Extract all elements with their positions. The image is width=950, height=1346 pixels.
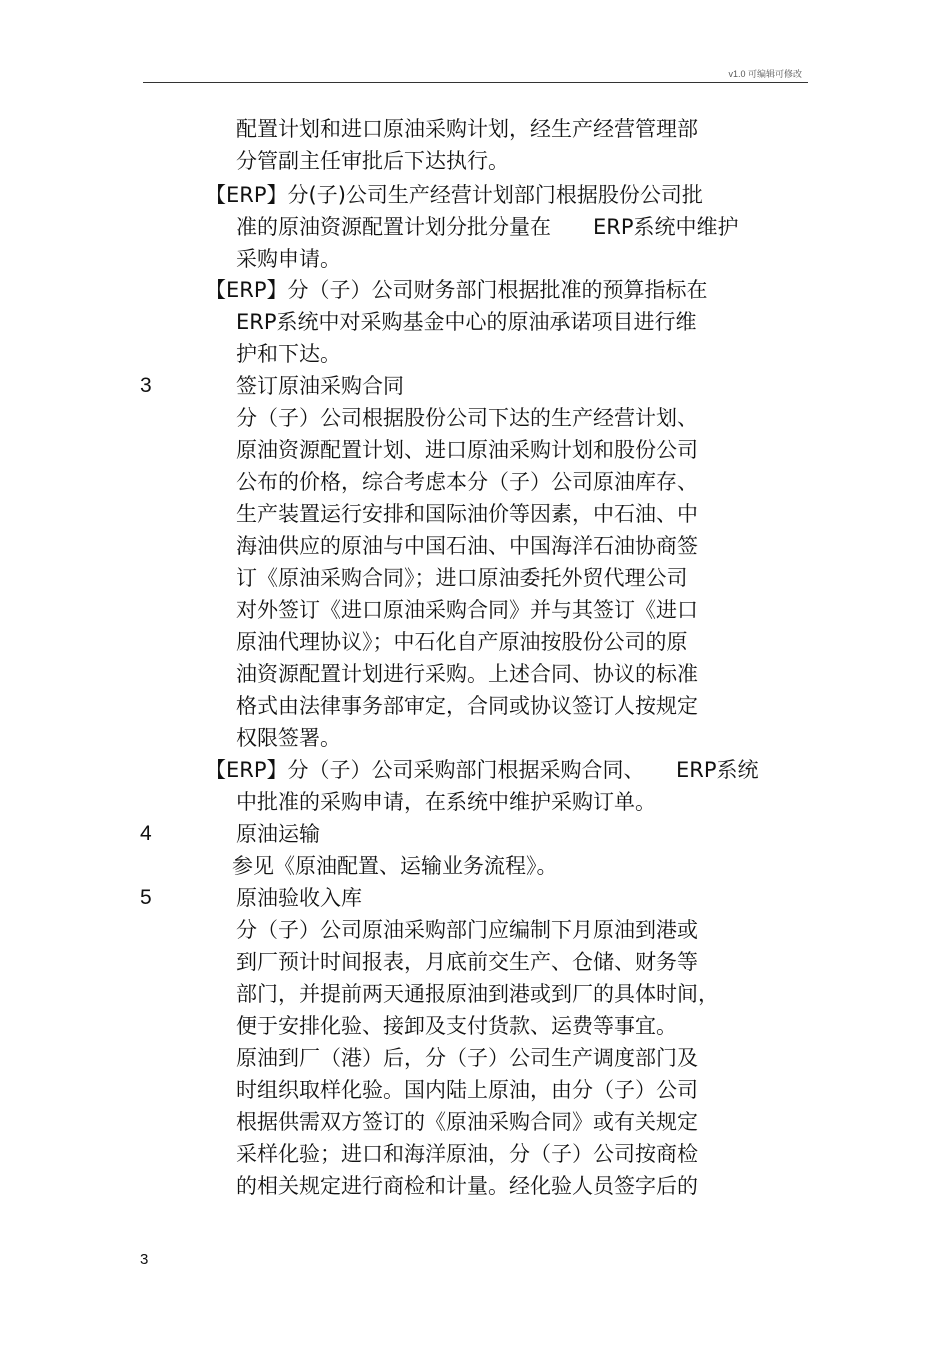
text-line: 分管副主任审批后下达执行。 <box>236 149 509 173</box>
text-line: 【ERP】分(子)公司生产经营计划部门根据股份公司批 <box>205 183 703 207</box>
text-line: 生产装置运行安排和国际油价等因素，中石油、中 <box>236 502 698 526</box>
text-line: 根据供需双方签订的《原油采购合同》或有关规定 <box>236 1110 698 1134</box>
section-number: 4 <box>140 822 152 845</box>
page-number: 3 <box>140 1251 149 1268</box>
text-line: 便于安排化验、接卸及支付货款、运费等事宜。 <box>236 1014 677 1038</box>
text-line: 油资源配置计划进行采购。上述合同、协议的标准 <box>236 662 698 686</box>
text-line: 【ERP】分（子）公司财务部门根据批准的预算指标在 <box>205 278 708 302</box>
section-number: 5 <box>140 886 152 909</box>
text-line: 参见《原油配置、运输业务流程》。 <box>232 854 558 878</box>
text-line: 【ERP】分（子）公司采购部门根据采购合同、 ERP系统 <box>205 758 759 782</box>
text-line: 的相关规定进行商检和计量。经化验人员签字后的 <box>236 1174 698 1198</box>
text-line: 原油代理协议》；中石化自产原油按股份公司的原 <box>236 630 688 654</box>
text-line: 配置计划和进口原油采购计划，经生产经营管理部 <box>236 117 698 141</box>
text-line: 公布的价格，综合考虑本分（子）公司原油库存、 <box>236 470 698 494</box>
text-line: 原油资源配置计划、进口原油采购计划和股份公司 <box>236 438 698 462</box>
text-line: 到厂预计时间报表，月底前交生产、仓储、财务等 <box>236 950 698 974</box>
section-heading: 原油运输 <box>236 822 320 846</box>
text-line: ERP系统中对采购基金中心的原油承诺项目进行维 <box>236 310 697 334</box>
text-line: 准的原油资源配置计划分批分量在 ERP系统中维护 <box>236 215 739 239</box>
header-divider <box>143 82 808 83</box>
section-heading: 签订原油采购合同 <box>236 374 404 398</box>
text-line: 部门，并提前两天通报原油到港或到厂的具体时间， <box>236 982 719 1006</box>
text-line: 海油供应的原油与中国石油、中国海洋石油协商签 <box>236 534 698 558</box>
section-heading: 原油验收入库 <box>236 886 362 910</box>
text-line: 原油到厂（港）后，分（子）公司生产调度部门及 <box>236 1046 698 1070</box>
text-line: 护和下达。 <box>236 342 341 366</box>
text-line: 订《原油采购合同》；进口原油委托外贸代理公司 <box>236 566 688 590</box>
section-number: 3 <box>140 374 152 397</box>
text-line: 采样化验；进口和海洋原油，分（子）公司按商检 <box>236 1142 698 1166</box>
text-line: 权限签署。 <box>236 726 341 750</box>
text-line: 时组织取样化验。国内陆上原油，由分（子）公司 <box>236 1078 698 1102</box>
text-line: 分（子）公司根据股份公司下达的生产经营计划、 <box>236 406 698 430</box>
text-line: 采购申请。 <box>236 247 341 271</box>
text-line: 分（子）公司原油采购部门应编制下月原油到港或 <box>236 918 698 942</box>
text-line: 格式由法律事务部审定，合同或协议签订人按规定 <box>236 694 698 718</box>
text-line: 中批准的采购申请，在系统中维护采购订单。 <box>236 790 656 814</box>
header-version-text: v1.0 可编辑可修改 <box>728 69 802 79</box>
text-line: 对外签订《进口原油采购合同》并与其签订《进口 <box>236 598 698 622</box>
